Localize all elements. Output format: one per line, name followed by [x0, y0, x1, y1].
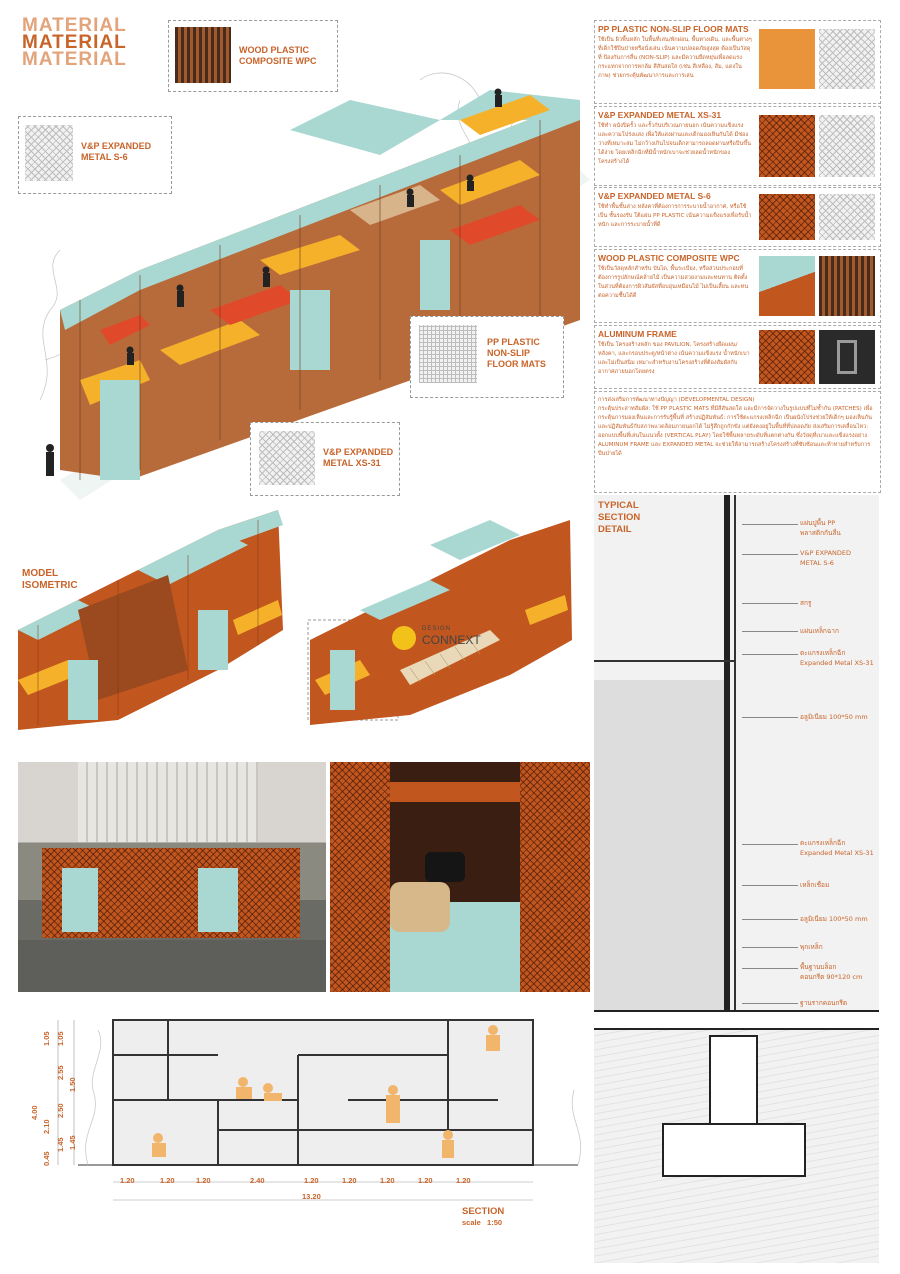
dim-label: 1.20 — [160, 1176, 175, 1185]
development-text: กระตุ้นประสาทสัมผัส: ใช้ PP PLASTIC MATS ที่มีสีสันสดใส และมีการจัดวางในรูปแบบที่ไม่ซ้ำกัน (PATCHES) เพื่อกระตุ้นการมองเห็นและการรับรู้พื้นที่ สร้างปฏิสัมพันธ์: การใช้ตะแกรงเหล็กฉีก เป็นผนังโปร่งช่วยให้เด็กๆ มองเห็นกันและปฏิสัมพันธ์กับสภาพแวดล้อมภายนอกได้ ไม่รู้สึกถูกกักขัง แต่ยังคงอยู่ในพื้นที่ที่ปลอดภัย ส่งเสริมการเคลื่อนไหว: ออกแบบพื้นที่เล่นในแนวตั้ง (VERTICAL PLAY) โดยใช้พื้นหลายระดับที่แตกต่างกัน ซึ่งวัสดุที่เบาและแข็งแรงอย่าง ALUMINUM FRAME และ EXPANDED METAL จะช่วยให้สามารถสร้างโครงสร้างที่ซับซ้อนและท้าทายสำหรับการปีนป่ายได้ — [598, 406, 873, 457]
spec-title: PP PLASTIC NON-SLIP FLOOR MATS — [598, 24, 749, 34]
vdim-label: 1.45 — [56, 1137, 65, 1152]
spec-title: V&P EXPANDED METAL XS-31 — [598, 110, 722, 120]
section-detail-panel — [594, 495, 879, 1263]
spec-photo — [759, 330, 815, 384]
vdim-label: 1.05 — [56, 1031, 65, 1046]
logo-top: DESIGN — [422, 626, 452, 632]
pp-label: PP PLASTIC NON-SLIP FLOOR MATS — [487, 337, 546, 369]
spec-swatch — [819, 115, 875, 177]
logo-circle-icon — [392, 626, 416, 650]
spec-wpc — [594, 249, 881, 323]
spec-photo — [759, 256, 815, 316]
detail-label-1: แผ่นปูพื้น PP พลาสติกกันลื่น — [800, 519, 841, 537]
section-elevation — [18, 1010, 588, 1260]
dim-label: 1.20 — [342, 1176, 357, 1185]
spec-text: ใช้ทำ ผนังปิดรั้ว และรั้วกันบริเวณภายนอก เน้นความแข็งแรงและความโปร่งแสง เพื่อให้แสงผ่านและเด็กมองเห็นกันได้ มีช่องว่างที่เหมาะสม ไม่กว้างเกินไปจนเด็กสามารถลอดผ่านหรือปีนขึ้นได้ง่าย โดยเหล็กฉีกที่มีน้ำหนักเบาจะช่วยลดน้ำหนักของโครงสร้างได้ — [598, 123, 751, 165]
development-title: การส่งเสริมการพัฒนาทางปัญญา (DEVELOPMENTAL DESIGN) — [598, 397, 755, 403]
detail-label-7: ตะแกรงเหล็กฉีก Expanded Metal XS-31 — [800, 839, 874, 857]
detail-label-3: สกรู — [800, 599, 812, 607]
spec-swatch — [819, 256, 875, 316]
model-isometric-left — [18, 500, 288, 740]
section-detail-title: TYPICAL SECTION DETAIL — [598, 500, 641, 535]
spec-title: V&P EXPANDED METAL S-6 — [598, 191, 711, 201]
vdim-label: 2.10 — [42, 1119, 51, 1134]
xs31-swatch — [259, 431, 315, 485]
detail-label-11: พื้นฐานบล็อก คอนกรีต 90*120 cm — [800, 963, 863, 981]
photo-exterior — [18, 762, 326, 992]
vdim-label: 1.45 — [68, 1135, 77, 1150]
dim-label: 1.20 — [120, 1176, 135, 1185]
spec-title: WOOD PLASTIC COMPOSITE WPC — [598, 253, 740, 263]
title-line-2: MATERIAL — [22, 32, 127, 53]
spec-text: ใช้เป็น ผิวพื้นหลัก ในพื้นที่เล่น/พักผ่อน, พื้นทางเดิน, และพื้นต่างๆ ที่เด็กใช้ปีนป่ายหรือนั่งเล่น เน้นความปลอดภัยสูงสุด ต้องเป็นวัสดุที่ ป้องกันการลื่น (NON-SLIP) และมีความยืดหยุ่นเพื่อลดแรงกระแทกจากการหกล้ม สีสันสดใส (เช่น สีเหลือง, ส้ม, แดงในภาพ) ช่วยกระตุ้นพัฒนาการและการเล่น — [598, 37, 752, 79]
spec-text: ใช้เป็น โครงสร้างหลัก ของ PAVILION, โครงสร้างยึดแผ่น/หลังคา, และกรอบประตู/หน้าต่าง เน้นความแข็งแรง น้ำหนักเบา และไม่เป็นสนิม เหมาะสำหรับงานโครงสร้างที่ต้องสัมผัสกับอากาศภายนอกโดยตรง — [598, 342, 750, 375]
vdim-label: 2.50 — [56, 1103, 65, 1118]
detail-label-10: พุกเหล็ก — [800, 943, 823, 951]
title-line-1: MATERIAL — [22, 15, 127, 36]
spec-pp — [594, 20, 881, 104]
model-label: MODEL ISOMETRIC — [22, 568, 78, 591]
spec-photo — [759, 115, 815, 177]
spec-title: ALUMINUM FRAME — [598, 329, 677, 339]
s6-label: V&P EXPANDED METAL S-6 — [81, 141, 152, 162]
vdim-label: 0.45 — [42, 1151, 51, 1166]
title-line-3: MATERIAL — [22, 49, 127, 70]
vdim-label: 1.50 — [68, 1077, 77, 1092]
xs31-callout — [250, 422, 400, 496]
dim-label: 1.20 — [196, 1176, 211, 1185]
dim-label: 2.40 — [250, 1176, 265, 1185]
pp-swatch — [419, 325, 477, 383]
dim-total: 13.20 — [302, 1192, 321, 1201]
vdim-label: 4.00 — [30, 1105, 39, 1120]
spec-s6 — [594, 187, 881, 247]
photo-interior — [330, 762, 590, 992]
detail-label-4: แผ่นเหล็กฉาก — [800, 627, 839, 635]
model-isometric-right — [300, 500, 590, 740]
vdim-label: 1.05 — [42, 1031, 51, 1046]
spec-swatch — [819, 29, 875, 89]
dim-label: 1.20 — [418, 1176, 433, 1185]
detail-label-6: อลูมิเนียม 100*50 mm — [800, 713, 868, 721]
xs31-label: V&P EXPANDED METAL XS-31 — [323, 447, 394, 468]
section-title: SECTION — [462, 1206, 505, 1217]
spec-photo — [759, 29, 815, 89]
spec-photo — [759, 194, 815, 240]
detail-label-9: อลูมิเนียม 100*50 mm — [800, 915, 868, 923]
section-scale: scale 1:50 — [462, 1218, 503, 1227]
spec-swatch — [819, 194, 875, 240]
spec-text: ใช้ทำพื้นชั้นล่าง หลังคาที่ต้องการการระบายน้ำอากาศ, หรือใช้เป็น ชั้นรองรับ ใต้แผ่น PP PLASTIC เน้นความแข็งแรงเพื่อรับน้ำหนัก และการระบายน้ำที่ดี — [598, 204, 752, 228]
vdim-label: 2.55 — [56, 1065, 65, 1080]
logo-brand: CONNEXT — [422, 633, 481, 647]
dim-label: 1.20 — [380, 1176, 395, 1185]
detail-label-5: ตะแกรงเหล็กฉีก Expanded Metal XS-31 — [800, 649, 874, 667]
detail-label-2: V&P EXPANDED METAL S-6 — [800, 549, 851, 567]
spec-text: ใช้เป็นวัสดุหลักสำหรับ บันได, พื้นระเบียง, หรือส่วนประกอบที่ต้องการรูปลักษณ์คล้ายไม้ เป็นความสวยงามและทนทาน ติดตั้งในส่วนที่ต้องการผิวสัมผัสที่อบอุ่นเหมือนไม้ ไม่เป็นเสี้ยน และทนต่อความชื้นได้ดี — [598, 266, 749, 299]
detail-label-12: ฐานรากคอนกรีต — [800, 999, 848, 1007]
spec-aluminum — [594, 325, 881, 389]
wpc-label: WOOD PLASTIC COMPOSITE WPC — [239, 45, 317, 66]
detail-label-8: เหล็กเชื่อม — [800, 881, 830, 889]
dim-label: 1.20 — [456, 1176, 471, 1185]
dim-label: 1.20 — [304, 1176, 319, 1185]
spec-swatch — [819, 330, 875, 384]
pp-callout — [410, 316, 564, 398]
spec-xs31 — [594, 106, 881, 186]
development-box — [594, 391, 881, 493]
